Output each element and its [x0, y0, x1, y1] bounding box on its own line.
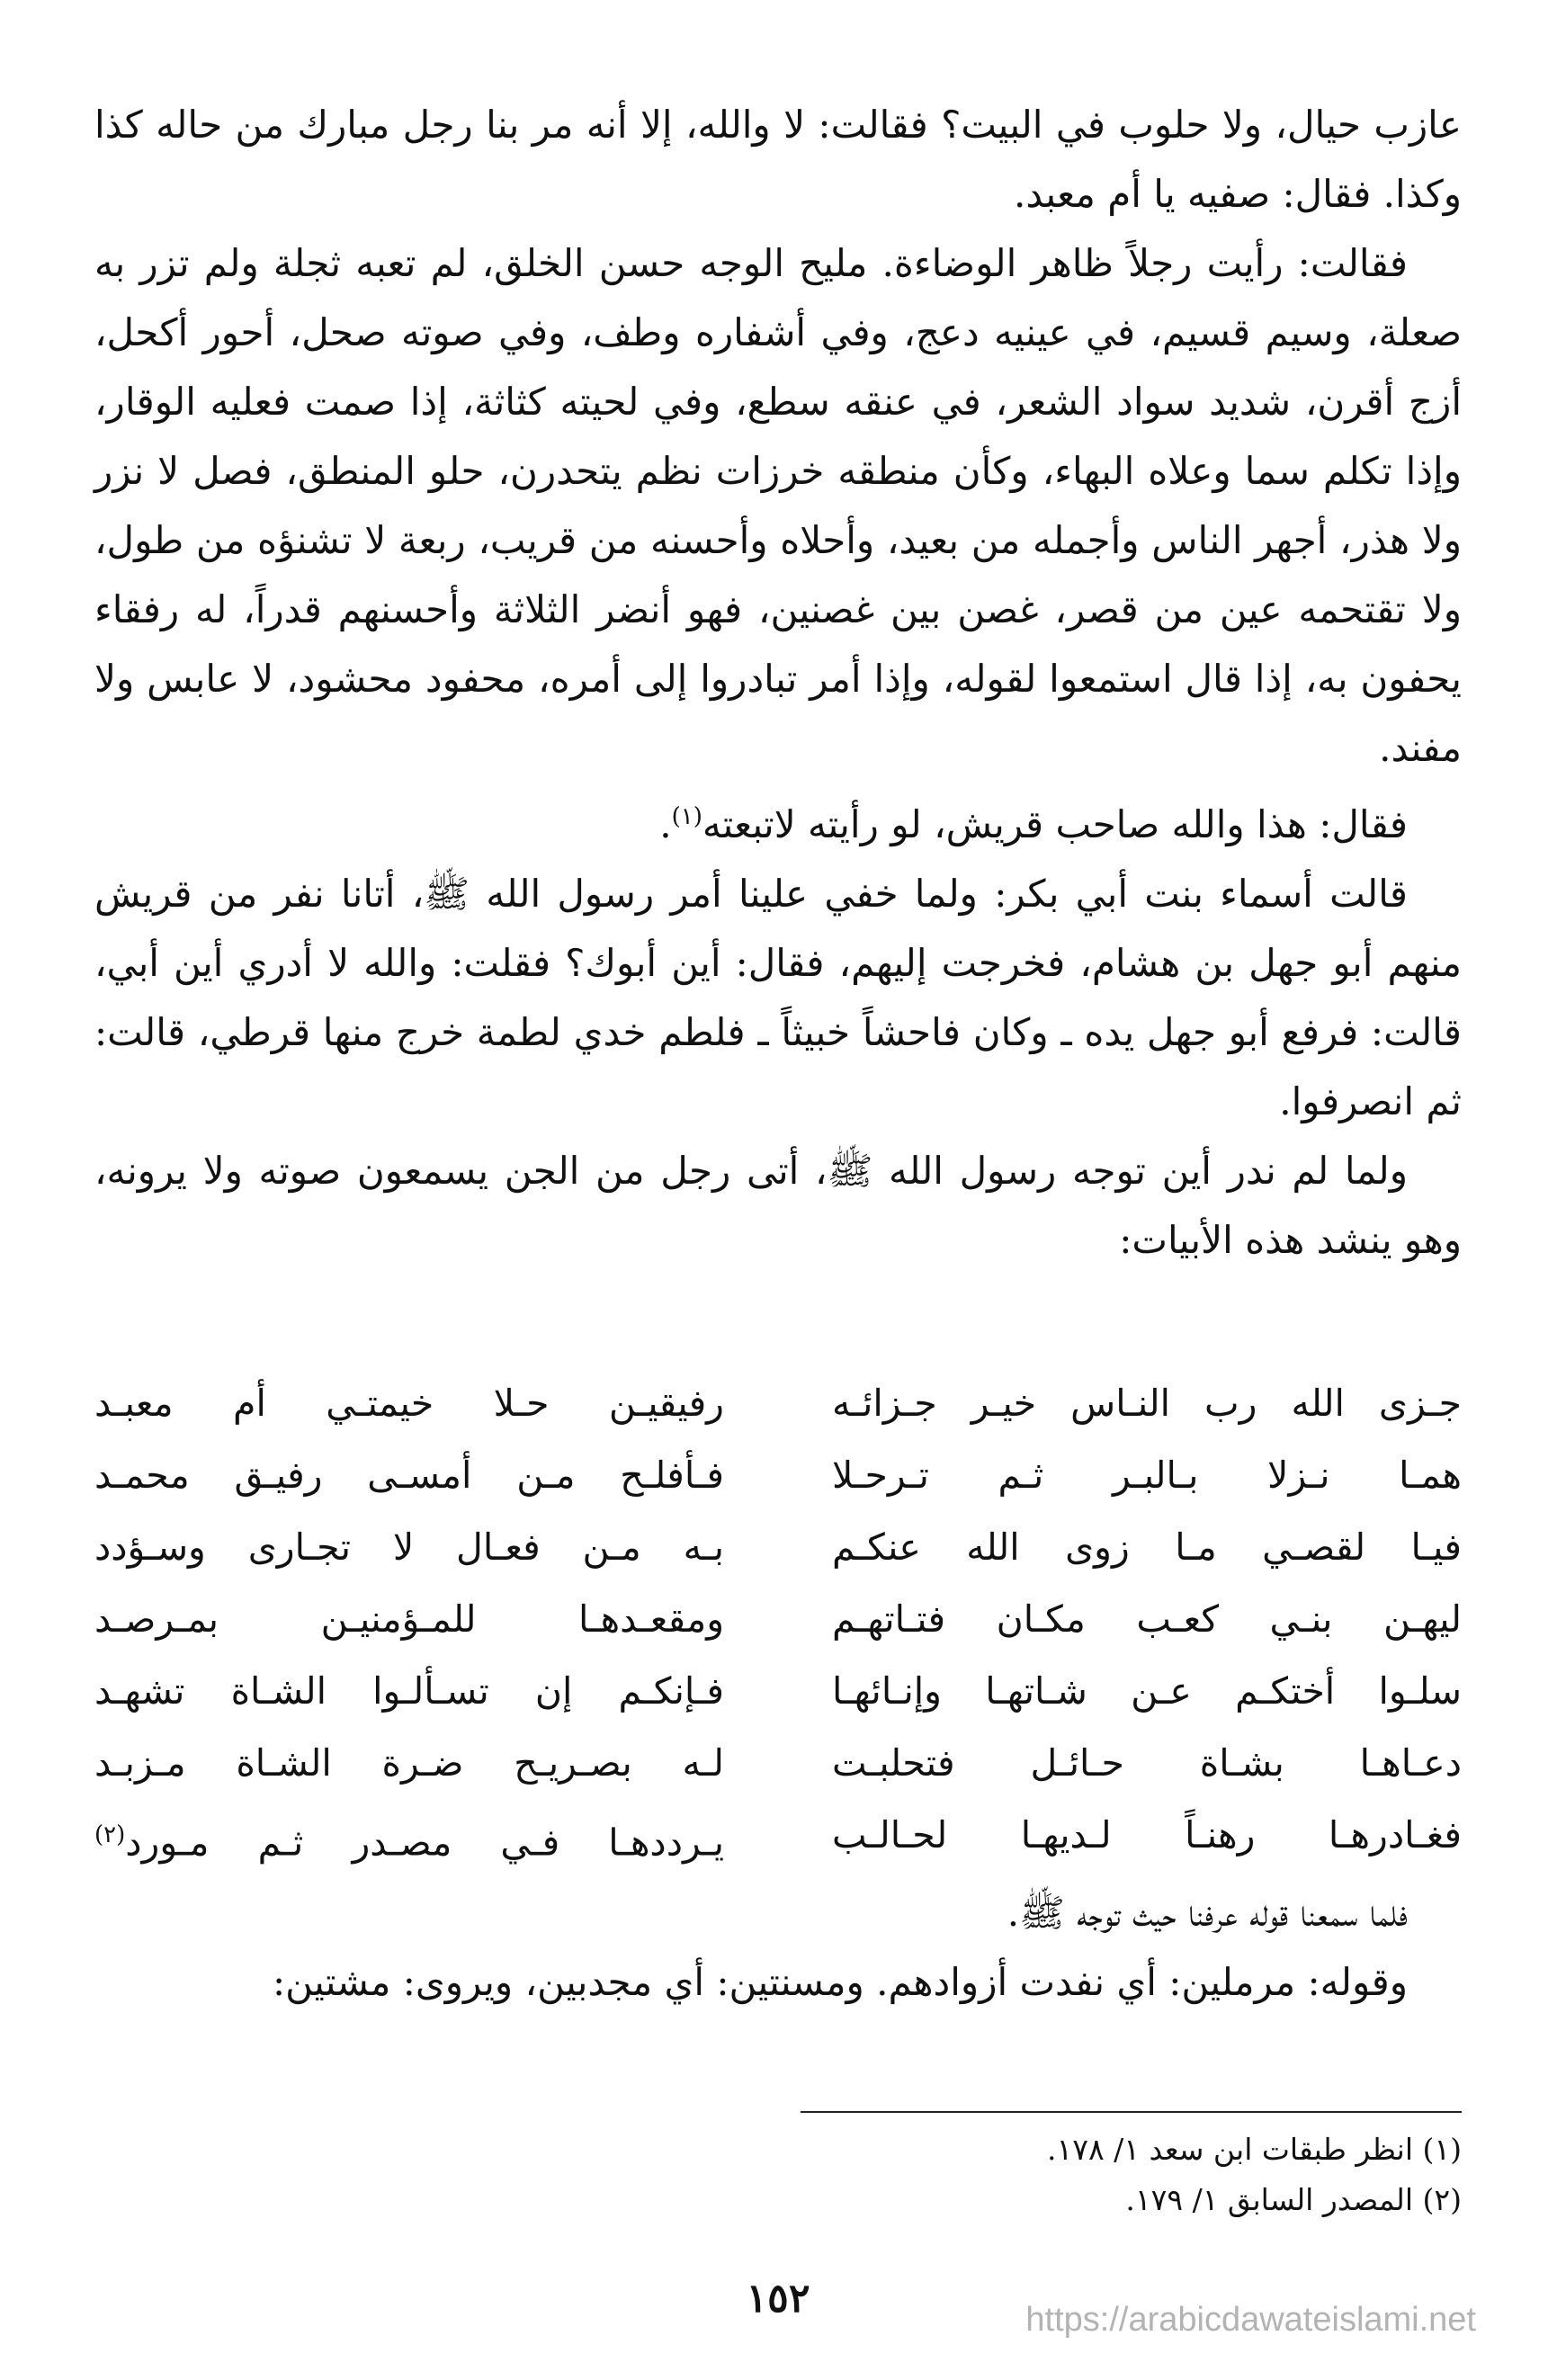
footnote-2: (٢) المصدر السابق ١/ ١٧٩.	[1125, 2182, 1462, 2217]
verse-left-hemistich	[94, 1799, 724, 1879]
verse-left-hemistich: فـإنكـم إن تسـألـوا الشـاة تشهـد	[94, 1669, 724, 1713]
verse-line	[94, 1727, 1462, 1799]
verse-left-hemistich: رفيقيـن حـلا خيمتـي أم معبـد	[94, 1382, 724, 1425]
paragraph-4: قالت أسماء بنت أبي بكر: ولما خفي علينا أمر رسول الله ﷺ، أتانا نفر من قريش منهم أبو جهل بن هشام، فخرجت إليهم، فقال: أين أبوك؟ فقلت: والله لا أدري أين أبي، قالت: فرفع أبو جهل يده ـ وكان فاحشاً خبيثاً ـ فلطم خدي لطمة خرج منها قرطي، قالت: ثم انصرفوا.	[94, 872, 1462, 1123]
verse-line	[94, 1511, 1462, 1583]
verse-left-text: يـرددهـا فـي مصـدر ثـم مـورد	[125, 1821, 724, 1865]
closing-paragraph-1: فلما سمعنا قوله عرفنا حيث توجه ﷺ.	[1007, 1891, 1408, 1935]
footnote-separator	[801, 2111, 1462, 2113]
watermark-url: https://arabicdawateislami.net	[1025, 2301, 1476, 2339]
paragraph-3-end: .	[659, 802, 672, 846]
paragraph-2: فقالت: رأيت رجلاً ظاهر الوضاءة. مليح الوجه حسن الخلق، لم تعبه ثجلة ولم تزر به صعلة، وسيم قسيم، في عينيه دعج، وفي أشفاره وطف، وفي صوته صحل، أحور أكحل، أزج أقرن، شديد سواد الشعر، في عنقه سطع، وفي لحيته كثاثة، إذا صمت فعليه الوقار، وإذا تكلم سما وعلاه البهاء، وكأن منطقه خرزات نظم يتحدرن، حلو المنطق، فصل لا نزر ولا هذر، أجهر الناس وأجمله من بعيد، وأحلاه وأحسنه من قريب، ربعة لا تشنؤه من طول، ولا تقتحمه عين من قصر، غصن بين غصنين، فهو أنضر الثلاثة وأحسنهم قدراً، له رفقاء يحفون به، إذا قال استمعوا لقوله، وإذا أمر تبادروا إلى أمره، محفود محشود، لا عابس ولا مفند.	[94, 241, 1462, 770]
footnote-ref-1: (١)	[671, 803, 702, 830]
verse-line	[94, 1655, 1462, 1727]
verse-left-hemistich: لـه بصـريـح ضـرة الشـاة مـزبـد	[94, 1741, 724, 1785]
verse-right-hemistich: ليهـن بنـي كعـب مكـان فتـاتهـم	[832, 1597, 1462, 1641]
verse-right-hemistich: دعـاهـا بشـاة حـائـل فتحلبـت	[832, 1741, 1462, 1785]
verse-left-hemistich: فـأفلـح مـن أمسـى رفيـق محمـد	[94, 1454, 724, 1497]
page-number: ١٥٢	[746, 2276, 810, 2322]
poem	[94, 1367, 1462, 1879]
verse-line	[94, 1439, 1462, 1511]
footnote-1: (١) انظر طبقات ابن سعد ١/ ١٧٨.	[1047, 2132, 1462, 2167]
verse-line	[94, 1367, 1462, 1439]
footnotes	[180, 2125, 1462, 2225]
verse-right-hemistich: فغـادرهـا رهنـاً لـديهـا لحـالـب	[832, 1813, 1462, 1857]
paragraph-3	[94, 783, 1462, 859]
verse-left-hemistich: بـه مـن فعـال لا تجـارى وسـؤدد	[94, 1526, 724, 1569]
verse-right-hemistich: سلـوا أختكـم عـن شـاتهـا وإنـائهـا	[832, 1669, 1462, 1713]
verse-left-hemistich: ومقعـدهـا للمـؤمنيـن بمـرصـد	[94, 1597, 724, 1641]
closing-paragraph-2: وقوله: مرملين: أي نفدت أزوادهم. ومسنتين: أي مجدبين، ويروى: مشتين:	[272, 1960, 1408, 2004]
verse-right-hemistich: همـا نـزلا بـالبـر ثـم تـرحـلا	[832, 1454, 1462, 1497]
verse-right-hemistich: فيـا لقصـي مـا زوى الله عنكـم	[832, 1526, 1462, 1569]
verse-line	[94, 1799, 1462, 1879]
paragraph-5: ولما لم ندر أين توجه رسول الله ﷺ، أتى رجل من الجن يسمعون صوته ولا يرونه، وهو ينشد هذه الأبيات:	[94, 1149, 1462, 1262]
verse-right-hemistich: جـزى الله رب النـاس خيـر جـزائـه	[832, 1382, 1462, 1425]
body-text	[94, 90, 1462, 1275]
paragraph-1: عازب حيال، ولا حلوب في البيت؟ فقالت: لا والله، إلا أنه مر بنا رجل مبارك من حاله كذا وكذا. فقال: صفيه يا أم معبد.	[94, 103, 1462, 216]
footnote-ref-2: (٢)	[94, 1821, 126, 1848]
paragraph-3-text: فقال: هذا والله صاحب قريش، لو رأيته لاتبعته	[702, 802, 1408, 846]
closing-text	[94, 1878, 1462, 2017]
verse-line	[94, 1583, 1462, 1655]
